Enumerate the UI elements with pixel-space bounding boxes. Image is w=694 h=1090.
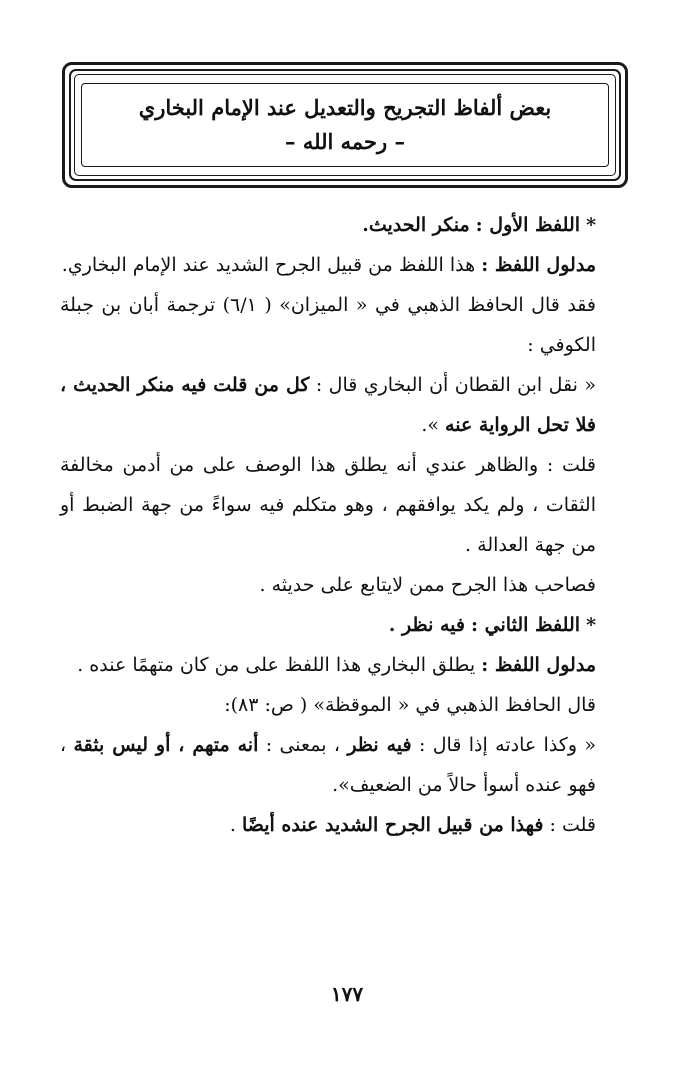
- title-line-1: بعض ألفاظ التجريح والتعديل عند الإمام البخاري: [138, 95, 552, 120]
- paragraph-second-term: [60, 605, 634, 645]
- paragraph-text: قال الحافظ الذهبي في « الموقظة» ( ص: ٨٣):: [224, 694, 596, 716]
- star-marker: *: [586, 614, 596, 636]
- term-text: فيه نظر .: [388, 614, 465, 636]
- page-number: ١٧٧: [330, 982, 364, 1006]
- paragraph-dhahabi-muqiza: [60, 685, 634, 725]
- quote-text: ، بمعنى :: [265, 734, 340, 756]
- paragraph-end: .: [229, 814, 236, 836]
- body-text: [60, 205, 634, 845]
- meaning-text: هذا اللفظ من قبيل الجرح الشديد عند الإمام البخاري.: [61, 254, 476, 276]
- title-frame-ornament: [74, 74, 616, 176]
- quote-text: « وكذا عادته إذا قال :: [418, 734, 596, 756]
- paragraph-quote-bukhari: [60, 365, 634, 445]
- paragraph-author-comment-2: [60, 565, 634, 605]
- meaning-text: يطلق البخاري هذا اللفظ على من كان متهمًا عنده .: [77, 654, 476, 676]
- quote-bold: كل من قلت فيه منكر الحديث ، فلا تحل الرواية عنه: [60, 374, 596, 436]
- paragraph-first-term: [60, 205, 634, 245]
- paragraph-bold: فهذا من قبيل الجرح الشديد عنده أيضًا: [241, 814, 544, 836]
- paragraph-dhahabi-mizan: [60, 285, 634, 365]
- paragraph-meaning-1: [60, 245, 634, 285]
- quote-text: « نقل ابن القطان أن البخاري قال :: [315, 374, 596, 396]
- title-frame: [62, 62, 628, 188]
- title-frame-border: [69, 69, 621, 181]
- paragraph-author-comment-3: [60, 805, 634, 845]
- meaning-label: مدلول اللفظ :: [481, 654, 596, 676]
- quote-bold: فيه نظر: [347, 734, 412, 756]
- term-label: اللفظ الأول :: [475, 214, 581, 236]
- paragraph-text: قلت :: [549, 814, 596, 836]
- quote-end: ، فهو عنده أسوأ حالاً من الضعيف».: [60, 734, 596, 796]
- paragraph-meaning-2: [60, 645, 634, 685]
- paragraph-text: فصاحب هذا الجرح ممن لايتابع على حديثه .: [259, 574, 596, 596]
- title-line-2: – رحمه الله –: [285, 129, 405, 154]
- quote-bold: أنه متهم ، أو ليس بثقة: [73, 734, 259, 756]
- term-text: منكر الحديث.: [362, 214, 470, 236]
- paragraph-text: قلت : والظاهر عندي أنه يطلق هذا الوصف على من أدمن مخالفة الثقات ، ولم يكد يوافقهم ، وهو متكلم فيه سواءً من جهة الضبط أو من جهة العدالة .: [60, 454, 596, 556]
- paragraph-text: فقد قال الحافظ الذهبي في « الميزان» ( ٦/١) ترجمة أبان بن جبلة الكوفي :: [60, 294, 596, 356]
- term-label: اللفظ الثاني :: [471, 614, 581, 636]
- title-box: [81, 83, 609, 167]
- paragraph-author-comment-1: [60, 445, 634, 565]
- star-marker: *: [586, 214, 596, 236]
- paragraph-quote-dhahabi: [60, 725, 634, 805]
- quote-end: ».: [421, 414, 439, 436]
- meaning-label: مدلول اللفظ :: [481, 254, 596, 276]
